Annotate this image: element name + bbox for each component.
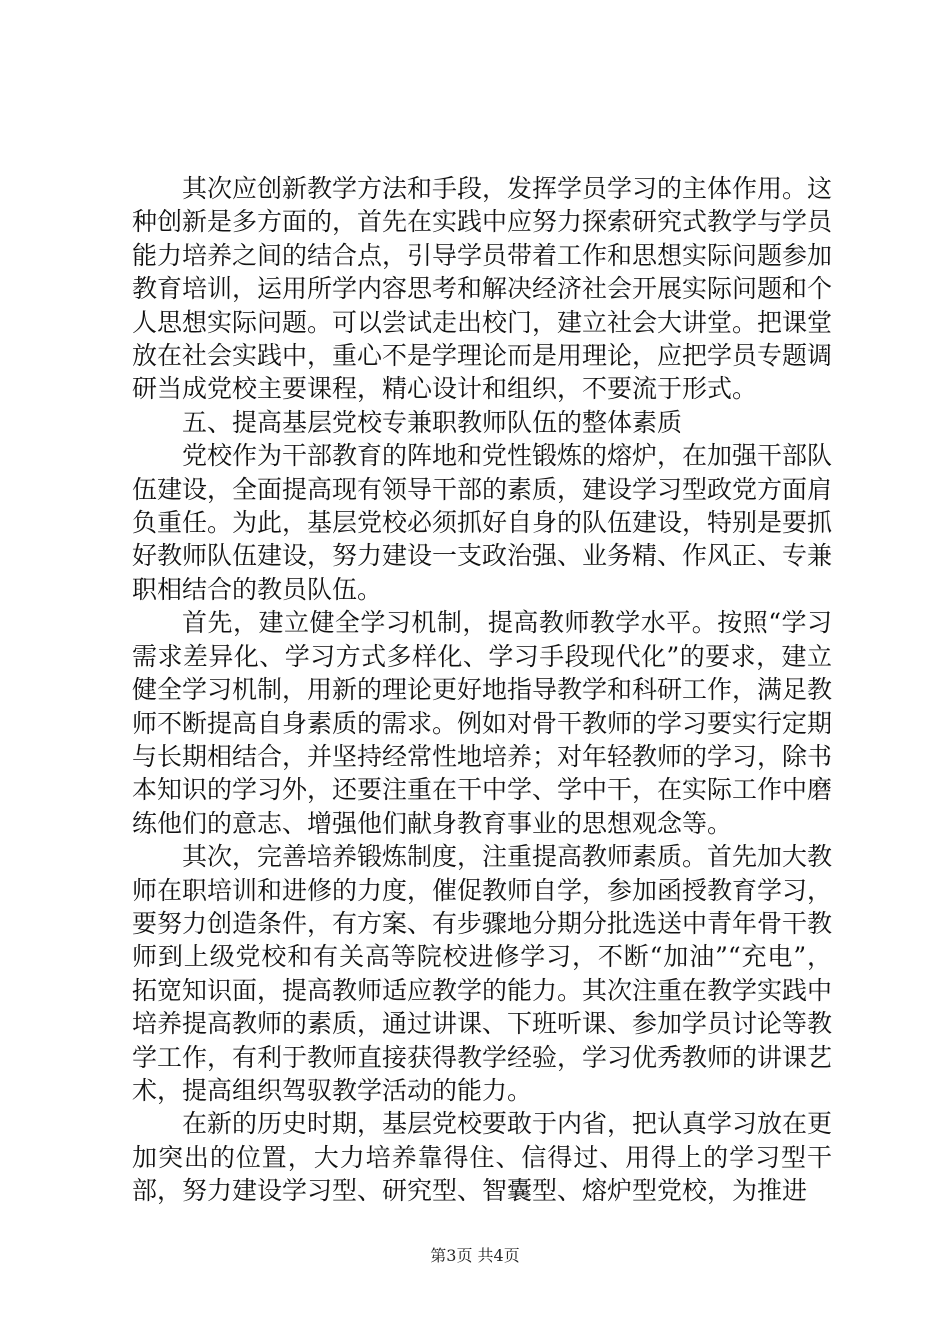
paragraph-teaching-methods: 其次应创新教学方法和手段，发挥学员学习的主体作用。这种创新是多方面的，首先在实践中应努力探索研究式教学与学员能力培养之间的结合点，引导学员带着工作和思想实际问题参加教育培训，运用所学内容思考和解决经济社会开展实际问题和个人思想实际问题。可以尝试走出校门，建立社会大讲堂。把课堂放在社会实践中，重心不是学理论而是用理论，应把学员专题调研当成党校主要课程，精心设计和组织，不要流于形式。	[132, 174, 833, 404]
document-body	[132, 172, 832, 1208]
page-footer: 第3页 共4页	[430, 1246, 520, 1265]
paragraph-learning-mechanism: 首先，建立健全学习机制，提高教师教学水平。按照“学习需求差异化、学习方式多样化、学习手段现代化”的要求，建立健全学习机制，用新的理论更好地指导教学和科研工作，满足教师不断提高自身素质的需求。例如对骨干教师的学习要实行定期与长期相结合，并坚持经常性地培养；对年轻教师的学习，除书本知识的学习外，还要注重在干中学、学中干，在实际工作中磨练他们的意志、增强他们献身教育事业的思想观念等。	[132, 608, 833, 838]
paragraph-training-system: 其次，完善培养锻炼制度，注重提高教师素质。首先加大教师在职培训和进修的力度，催促教师自学，参加函授教育学习，要努力创造条件，有方案、有步骤地分期分批选送中青年骨干教师到上级党校和有关高等院校进修学习，不断“加油”“充电”，拓宽知识面，提高教师适应教学的能力。其次注重在教学实践中培养提高教师的素质，通过讲课、下班听课、参加学员讨论等教学工作，有利于教师直接获得教学经验，学习优秀教师的讲课艺术，提高组织驾驭教学活动的能力。	[132, 842, 833, 1105]
paragraph-new-era: 在新的历史时期，基层党校要敢于内省，把认真学习放在更加突出的位置，大力培养靠得住、信得过、用得上的学习型干部，努力建设学习型、研究型、智囊型、熔炉型党校，为推进	[132, 1109, 833, 1206]
section-heading-five: 五、提高基层党校专兼职教师队伍的整体素质	[182, 407, 683, 437]
paragraph-party-school-role: 党校作为干部教育的阵地和党性锻炼的熔炉，在加强干部队伍建设，全面提高现有领导干部的素质，建设学习型政党方面肩负重任。为此，基层党校必须抓好自身的队伍建设，特别是要抓好教师队伍建设，努力建设一支政治强、业务精、作风正、专兼职相结合的教员队伍。	[132, 441, 833, 604]
